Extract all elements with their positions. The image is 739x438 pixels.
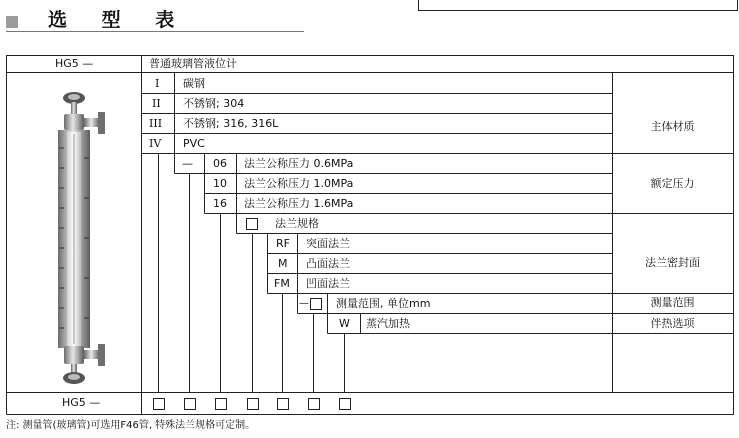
material-desc-2: 不锈钢; 304: [183, 97, 245, 110]
select-box-pressure[interactable]: [184, 398, 196, 410]
page-title: 选 型 表: [48, 9, 189, 31]
pressure-desc-16: 法兰公称压力 1.6MPa: [244, 197, 354, 210]
seal-desc-m: 凸面法兰: [306, 257, 350, 270]
pressure-desc-10: 法兰公称压力 1.0MPa: [244, 177, 354, 190]
pressure-code-06: 06: [213, 157, 227, 170]
select-box-range[interactable]: [308, 398, 320, 410]
select-box-pressure-code[interactable]: [215, 398, 227, 410]
range-checkbox[interactable]: [310, 298, 322, 310]
flange-spec-label: 法兰规格: [275, 217, 319, 230]
select-box-flange[interactable]: [247, 398, 259, 410]
material-code-1: I: [155, 77, 160, 90]
heating-desc: 蒸汽加热: [366, 317, 410, 330]
product-name: 普通玻璃管液位计: [149, 57, 237, 70]
pressure-code-16: 16: [213, 197, 227, 210]
select-box-seal[interactable]: [277, 398, 289, 410]
material-desc-1: 碳钢: [183, 77, 205, 90]
model-prefix: HG5 —: [55, 57, 94, 70]
glass-tube-level-gauge-image: [22, 88, 134, 388]
seal-code-rf: RF: [276, 237, 290, 250]
range-dash: —: [299, 298, 309, 309]
category-range: 测量范围: [650, 296, 695, 309]
flange-spec-checkbox[interactable]: [246, 218, 258, 230]
seal-desc-rf: 突面法兰: [306, 237, 350, 250]
seal-code-fm: FM: [274, 277, 290, 290]
bottom-model-prefix: HG5 —: [62, 396, 101, 409]
pressure-code-10: 10: [213, 177, 227, 190]
material-desc-3: 不锈钢; 316, 316L: [183, 117, 279, 130]
seal-desc-fm: 凹面法兰: [306, 277, 350, 290]
seal-code-m: M: [278, 257, 288, 270]
material-code-4: IV: [149, 137, 162, 150]
material-code-2: II: [152, 97, 161, 110]
category-seal: 法兰密封面: [645, 256, 700, 269]
pressure-dash: —: [182, 157, 193, 170]
select-box-material[interactable]: [153, 398, 165, 410]
category-heating: 伴热选项: [650, 317, 695, 330]
heating-code: W: [339, 317, 350, 330]
range-desc: 测量范围, 单位mm: [336, 297, 431, 310]
material-code-3: III: [149, 117, 163, 130]
footnote: 注: 测量管(玻璃管)可选用F46管, 特殊法兰规格可定制。: [6, 420, 256, 431]
category-material: 主体材质: [650, 120, 695, 133]
pressure-desc-06: 法兰公称压力 0.6MPa: [244, 157, 354, 170]
select-box-heating[interactable]: [339, 398, 351, 410]
category-pressure: 额定压力: [650, 177, 695, 190]
material-desc-4: PVC: [183, 137, 205, 150]
